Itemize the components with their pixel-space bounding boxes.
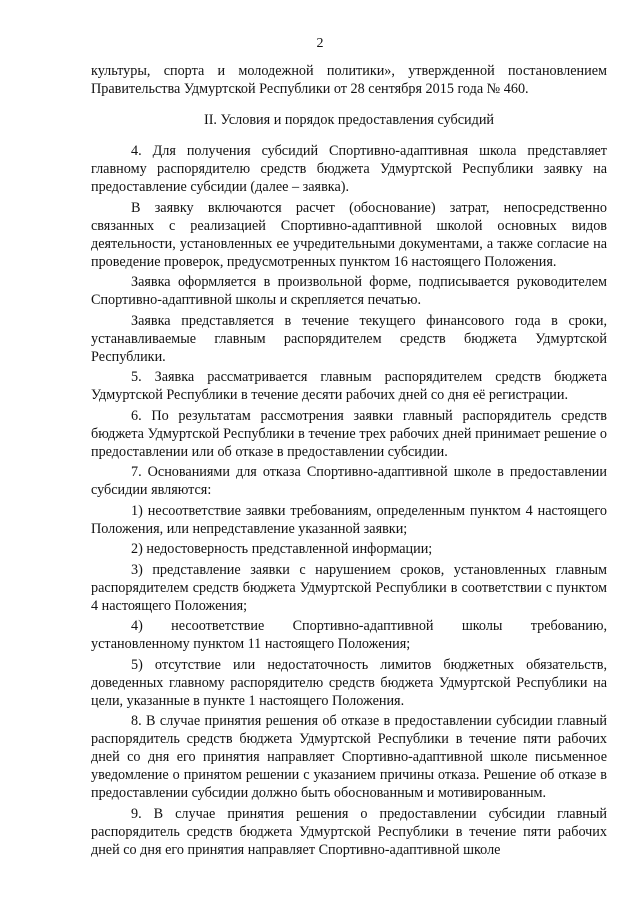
paragraph: В заявку включаются расчет (обоснование) затрат, непосредственно связанных с реализацией Спортивно-адаптивной школой основных видов деятельности, установленных ее учредительными документами, а также согласие на проведение проверок, предусмотренных пунктом 16 настоящего Положения. — [91, 199, 607, 270]
list-item: 3) представление заявки с нарушением сроков, установленных главным распорядителем средств бюджета Удмуртской Республики в соответствии с пунктом 4 настоящего Положения; — [91, 561, 607, 614]
paragraph: 6. По результатам рассмотрения заявки главный распорядитель средств бюджета Удмуртской Республики в течение трех рабочих дней принимает решение о предоставлении или об отказе в предоставлении субсидии. — [91, 407, 607, 460]
list-item: 1) несоответствие заявки требованиям, определенным пунктом 4 настоящего Положения, или непредставление указанной заявки; — [91, 502, 607, 537]
list-item: 5) отсутствие или недостаточность лимитов бюджетных обязательств, доведенных главному распорядителю средств бюджета Удмуртской Республики на цели, указанные в пункте 1 настоящего Положения. — [91, 656, 607, 709]
paragraph: 8. В случае принятия решения об отказе в предоставлении субсидии главный распорядитель средств бюджета Удмуртской Республики в течение пяти рабочих дней со дня его принятия направляет Спортивно-адаптивной школе письменное уведомление о принятом решении с указанием причины отказа. Решение об отказе в предоставлении субсидии должно быть обоснованным и мотивированным. — [91, 713, 607, 801]
page-number: 2 — [316, 36, 324, 51]
paragraph: 4. Для получения субсидий Спортивно-адаптивная школа представляет главному распорядителю средств бюджета Удмуртской Республики заявку на предоставление субсидии (далее – заявка). — [91, 143, 607, 195]
paragraph: 7. Основаниями для отказа Спортивно-адаптивной школе в предоставлении субсидии являются: — [91, 464, 607, 498]
paragraph: Заявка оформляется в произвольной форме, подписывается руководителем Спортивно-адаптивной школы и скрепляется печатью. — [91, 274, 607, 308]
section-title: II. Условия и порядок предоставления субсидий — [203, 112, 495, 128]
paragraph: 5. Заявка рассматривается главным распорядителем средств бюджета Удмуртской Республики в течение десяти рабочих дней со дня её регистрации. — [91, 369, 607, 403]
paragraph: 9. В случае принятия решения о предоставлении субсидии главный распорядитель средств бюджета Удмуртской Республики в течение пяти рабочих дней со дня его принятия направляет Спортивно-адаптивной школе — [91, 805, 607, 858]
list-item: 2) недостоверность представленной информации; — [131, 541, 433, 557]
document-body — [91, 62, 607, 861]
list-item: 4) несоответствие Спортивно-адаптивной школы требованию, установленному пунктом 11 настоящего Положения; — [91, 618, 607, 652]
paragraph: Заявка представляется в течение текущего финансового года в сроки, устанавливаемые главным распорядителем средств бюджета Удмуртской Республики. — [91, 312, 607, 365]
paragraph: культуры, спорта и молодежной политики», утвержденной постановлением Правительства Удмуртской Республики от 28 сентября 2015 года № 460. — [91, 63, 607, 97]
